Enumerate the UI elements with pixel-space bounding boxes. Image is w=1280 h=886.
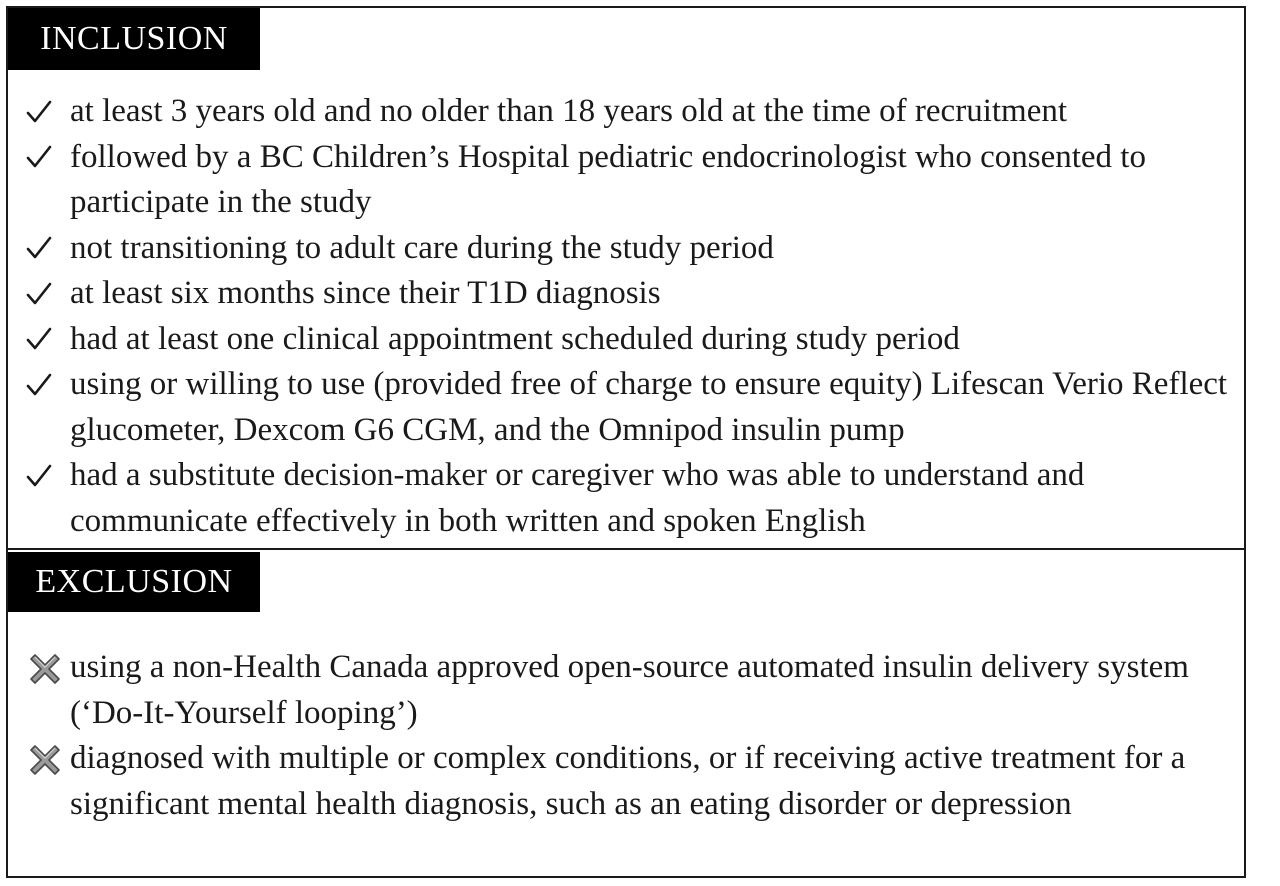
inclusion-item-text: at least 3 years old and no older than 18 years old at the time of recruitment	[70, 93, 1068, 129]
checkmark-icon	[26, 135, 70, 181]
section-divider	[6, 548, 1246, 550]
cross-icon	[26, 645, 70, 691]
exclusion-item	[26, 645, 1236, 736]
inclusion-heading: INCLUSION	[8, 8, 260, 70]
checkmark-icon	[26, 226, 70, 272]
inclusion-item-text: had a substitute decision-maker or caregiver who was able to understand and communicate effectively in both written and spoken English	[70, 457, 1085, 539]
inclusion-list	[26, 89, 1236, 544]
inclusion-item-text: at least six months since their T1D diagnosis	[70, 275, 661, 311]
checkmark-icon	[26, 89, 70, 135]
checkmark-icon	[26, 362, 70, 408]
inclusion-item	[26, 135, 1236, 226]
inclusion-item	[26, 226, 1236, 272]
inclusion-item	[26, 317, 1236, 363]
exclusion-list	[26, 645, 1236, 827]
inclusion-item-text: had at least one clinical appointment scheduled during study period	[70, 320, 960, 357]
checkmark-icon	[26, 453, 70, 499]
inclusion-item	[26, 362, 1236, 453]
exclusion-item-text: using a non-Health Canada approved open-source automated insulin delivery system (‘Do-It-Yourself looping’)	[70, 649, 1189, 731]
exclusion-heading: EXCLUSION	[8, 552, 260, 612]
checkmark-icon	[26, 317, 70, 363]
inclusion-item	[26, 453, 1236, 544]
inclusion-item	[26, 271, 1236, 317]
exclusion-item-text: diagnosed with multiple or complex conditions, or if receiving active treatment for a significant mental health diagnosis, such as an eating disorder or depression	[70, 740, 1186, 822]
cross-icon	[26, 736, 70, 782]
exclusion-item	[26, 736, 1236, 827]
checkmark-icon	[26, 271, 70, 317]
inclusion-item-text: using or willing to use (provided free of charge to ensure equity) Lifescan Verio Reflect glucometer, Dexcom G6 CGM, and the Omnipod insulin pump	[70, 366, 1228, 448]
inclusion-item-text: not transitioning to adult care during the study period	[70, 229, 774, 266]
inclusion-item-text: followed by a BC Children’s Hospital pediatric endocrinologist who consented to participate in the study	[70, 138, 1146, 220]
inclusion-item	[26, 89, 1236, 135]
